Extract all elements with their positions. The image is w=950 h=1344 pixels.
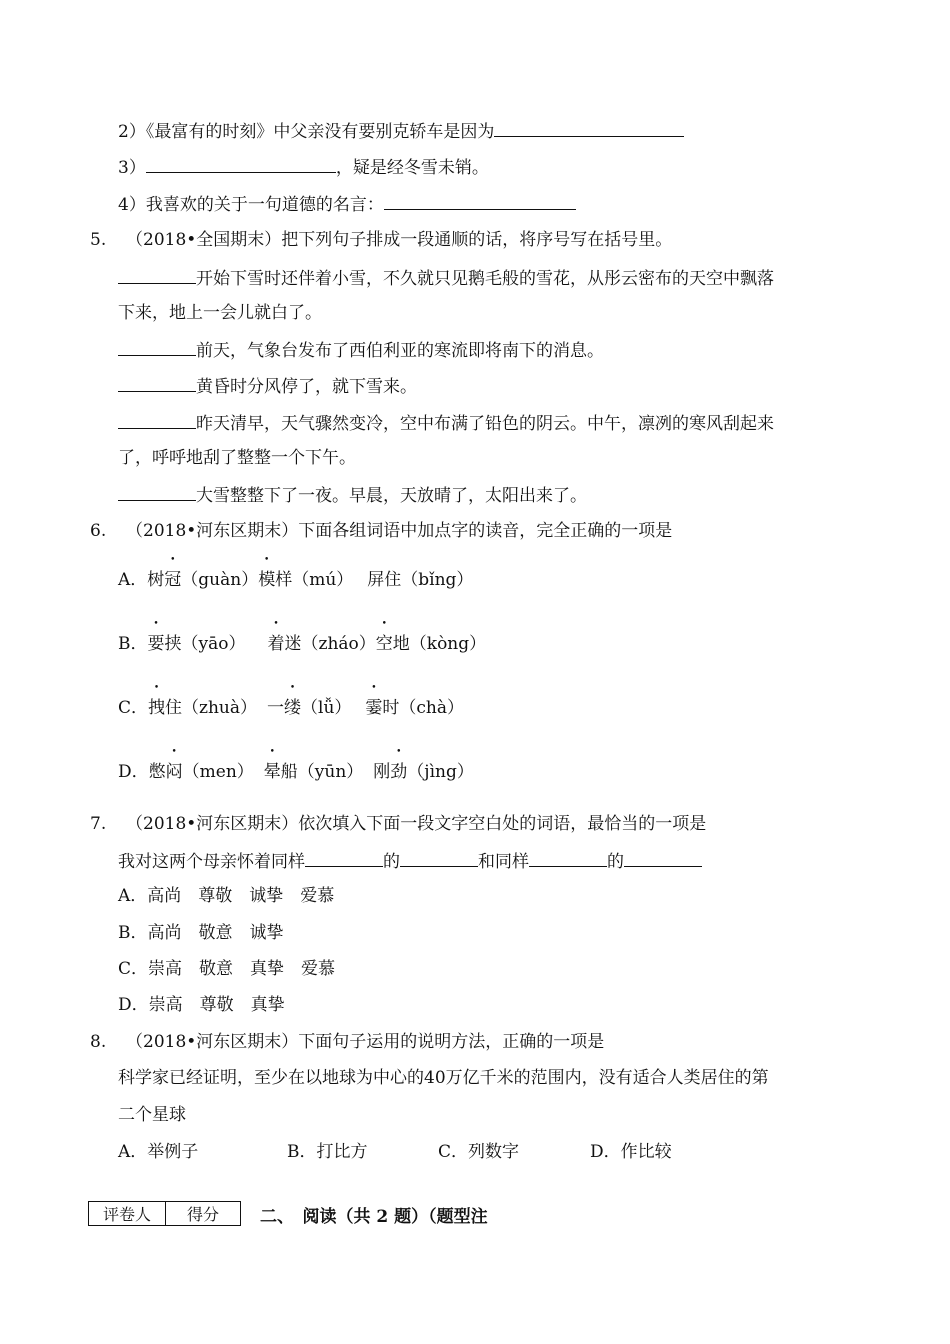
- word-char: 迷: [284, 634, 302, 654]
- pinyin: （zhuà）: [182, 698, 258, 718]
- option-label: A．: [118, 570, 148, 590]
- question-5-sentence-cont: 下来，地上一会儿就白了。: [118, 303, 322, 323]
- pinyin: （yūn）: [297, 762, 364, 782]
- fill-blank[interactable]: [624, 848, 702, 867]
- pinyin: （lǚ）: [301, 698, 352, 718]
- pinyin: （chà）: [399, 698, 465, 718]
- question-5-sentence: [118, 410, 774, 436]
- pinyin: （guàn）: [181, 570, 259, 590]
- sentence-text: 大雪整整下了一夜。早晨，天放晴了，太阳出来了。: [196, 486, 587, 506]
- item-3: [118, 154, 489, 180]
- item-4-text: 4）我喜欢的关于一句道德的名言：: [118, 195, 384, 215]
- item-2-text: 2）《最富有的时刻》中父亲没有要别克轿车是因为: [118, 122, 495, 142]
- question-6-option-a[interactable]: [118, 568, 473, 592]
- dotted-char: 霎: [365, 698, 383, 718]
- answer-blank[interactable]: [494, 118, 684, 137]
- question-7-option-d[interactable]: D．崇高 尊敬 真挚: [118, 995, 285, 1015]
- dotted-char: 闷: [165, 762, 183, 782]
- option-label: B．: [118, 634, 148, 654]
- passage-text: 和同样: [478, 852, 529, 872]
- order-blank[interactable]: [118, 373, 196, 392]
- word-char: 刚: [373, 762, 391, 782]
- question-7-passage: [118, 848, 702, 874]
- dotted-char: 缕: [284, 698, 302, 718]
- word-char: 住: [165, 698, 183, 718]
- sentence-text: 开始下雪时还伴着小雪，不久就只见鹅毛般的雪花，从彤云密布的天空中飘落: [196, 269, 774, 289]
- section-title: 二、 阅读（共 2 题）（题型注: [260, 1207, 488, 1227]
- question-8-stem: （2018•河东区期末）下面句子运用的说明方法，正确的一项是: [126, 1032, 605, 1052]
- question-7-option-c[interactable]: C．崇高 敬意 真挚 爱慕: [118, 959, 336, 979]
- question-8-option-d[interactable]: D．作比较: [590, 1142, 672, 1162]
- question-8-number: 8.: [90, 1032, 107, 1052]
- pinyin: （yāo）: [181, 634, 246, 654]
- dotted-char: 晕: [263, 762, 281, 782]
- answer-blank[interactable]: [146, 154, 336, 173]
- answer-blank[interactable]: [384, 191, 576, 210]
- question-6-stem: （2018•河东区期末）下面各组词语中加点字的读音，完全正确的一项是: [126, 521, 673, 541]
- question-6-option-c[interactable]: [118, 696, 464, 720]
- pinyin: （mú）: [292, 570, 354, 590]
- option-label: D．: [118, 762, 149, 782]
- question-8-text: 科学家已经证明，至少在以地球为中心的40万亿千米的范围内，没有适合人类居住的第: [118, 1068, 769, 1088]
- dotted-char: 着: [267, 634, 285, 654]
- order-blank[interactable]: [118, 410, 196, 429]
- sentence-text: 昨天清早，天气骤然变冷，空中布满了铅色的阴云。中午，凛冽的寒风刮起来: [196, 414, 774, 434]
- reviewer-cell: 评卷人: [89, 1202, 166, 1226]
- question-7-stem: （2018•河东区期末）依次填入下面一段文字空白处的词语，最恰当的一项是: [126, 814, 707, 834]
- question-5-stem: （2018•全国期末）把下列句子排成一段通顺的话，将序号写在括号里。: [126, 230, 673, 250]
- word-char: 船: [280, 762, 298, 782]
- question-6-number: 6.: [90, 521, 107, 541]
- question-5-sentence: [118, 265, 774, 291]
- word-char: 憋: [148, 762, 166, 782]
- question-7-number: 7.: [90, 814, 107, 834]
- word-char: 树: [147, 570, 165, 590]
- option-label: C．: [118, 698, 149, 718]
- question-5-sentence-cont: 了，呼呼地刮了整整一个下午。: [118, 448, 356, 468]
- pinyin: （kòng）: [409, 634, 487, 654]
- question-5-number: 5.: [90, 230, 107, 250]
- question-8-option-b[interactable]: B．打比方: [287, 1142, 368, 1162]
- dotted-char: 要: [147, 634, 165, 654]
- question-7-option-b[interactable]: B．高尚 敬意 诚挚: [118, 923, 284, 943]
- passage-text: 的: [383, 852, 400, 872]
- item-4: [118, 191, 576, 217]
- word-char: 样: [275, 570, 293, 590]
- order-blank[interactable]: [118, 482, 196, 501]
- pinyin: （men）: [182, 762, 254, 782]
- question-5-sentence: [118, 337, 604, 363]
- passage-text: 我对这两个母亲怀着同样: [118, 852, 305, 872]
- sentence-text: 前天，气象台发布了西伯利亚的寒流即将南下的消息。: [196, 341, 604, 361]
- dotted-char: 模: [258, 570, 276, 590]
- question-6-option-d[interactable]: [118, 760, 474, 784]
- grader-table: [88, 1201, 241, 1226]
- pinyin: （bǐng）: [401, 570, 474, 590]
- word-char: 屏: [367, 570, 385, 590]
- order-blank[interactable]: [118, 337, 196, 356]
- word-char: 挟: [164, 634, 182, 654]
- fill-blank[interactable]: [400, 848, 478, 867]
- word-char: 时: [382, 698, 400, 718]
- passage-text: 的: [607, 852, 624, 872]
- word-char: 地: [392, 634, 410, 654]
- word-char: 一: [267, 698, 285, 718]
- dotted-char: 冠: [164, 570, 182, 590]
- score-cell: 得分: [166, 1202, 241, 1226]
- word-char: 住: [384, 570, 402, 590]
- question-6-option-b[interactable]: [118, 632, 486, 656]
- question-5-sentence: [118, 373, 417, 399]
- question-8-option-a[interactable]: A．举例子: [118, 1142, 199, 1162]
- dotted-char: 拽: [148, 698, 166, 718]
- question-7-option-a[interactable]: A．高尚 尊敬 诚挚 爱慕: [118, 886, 335, 906]
- item-3-prefix: 3）: [118, 158, 146, 178]
- fill-blank[interactable]: [529, 848, 607, 867]
- item-2: [118, 118, 684, 144]
- dotted-char: 劲: [390, 762, 408, 782]
- pinyin: （jìng）: [407, 762, 474, 782]
- order-blank[interactable]: [118, 265, 196, 284]
- fill-blank[interactable]: [305, 848, 383, 867]
- question-5-sentence: [118, 482, 587, 508]
- item-3-text: ，疑是经冬雪未销。: [335, 158, 489, 178]
- sentence-text: 黄昏时分风停了，就下雪来。: [196, 377, 417, 397]
- question-8-text-cont: 二个星球: [118, 1105, 186, 1125]
- dotted-char: 空: [375, 634, 393, 654]
- question-8-option-c[interactable]: C．列数字: [438, 1142, 520, 1162]
- pinyin: （zháo）: [301, 634, 376, 654]
